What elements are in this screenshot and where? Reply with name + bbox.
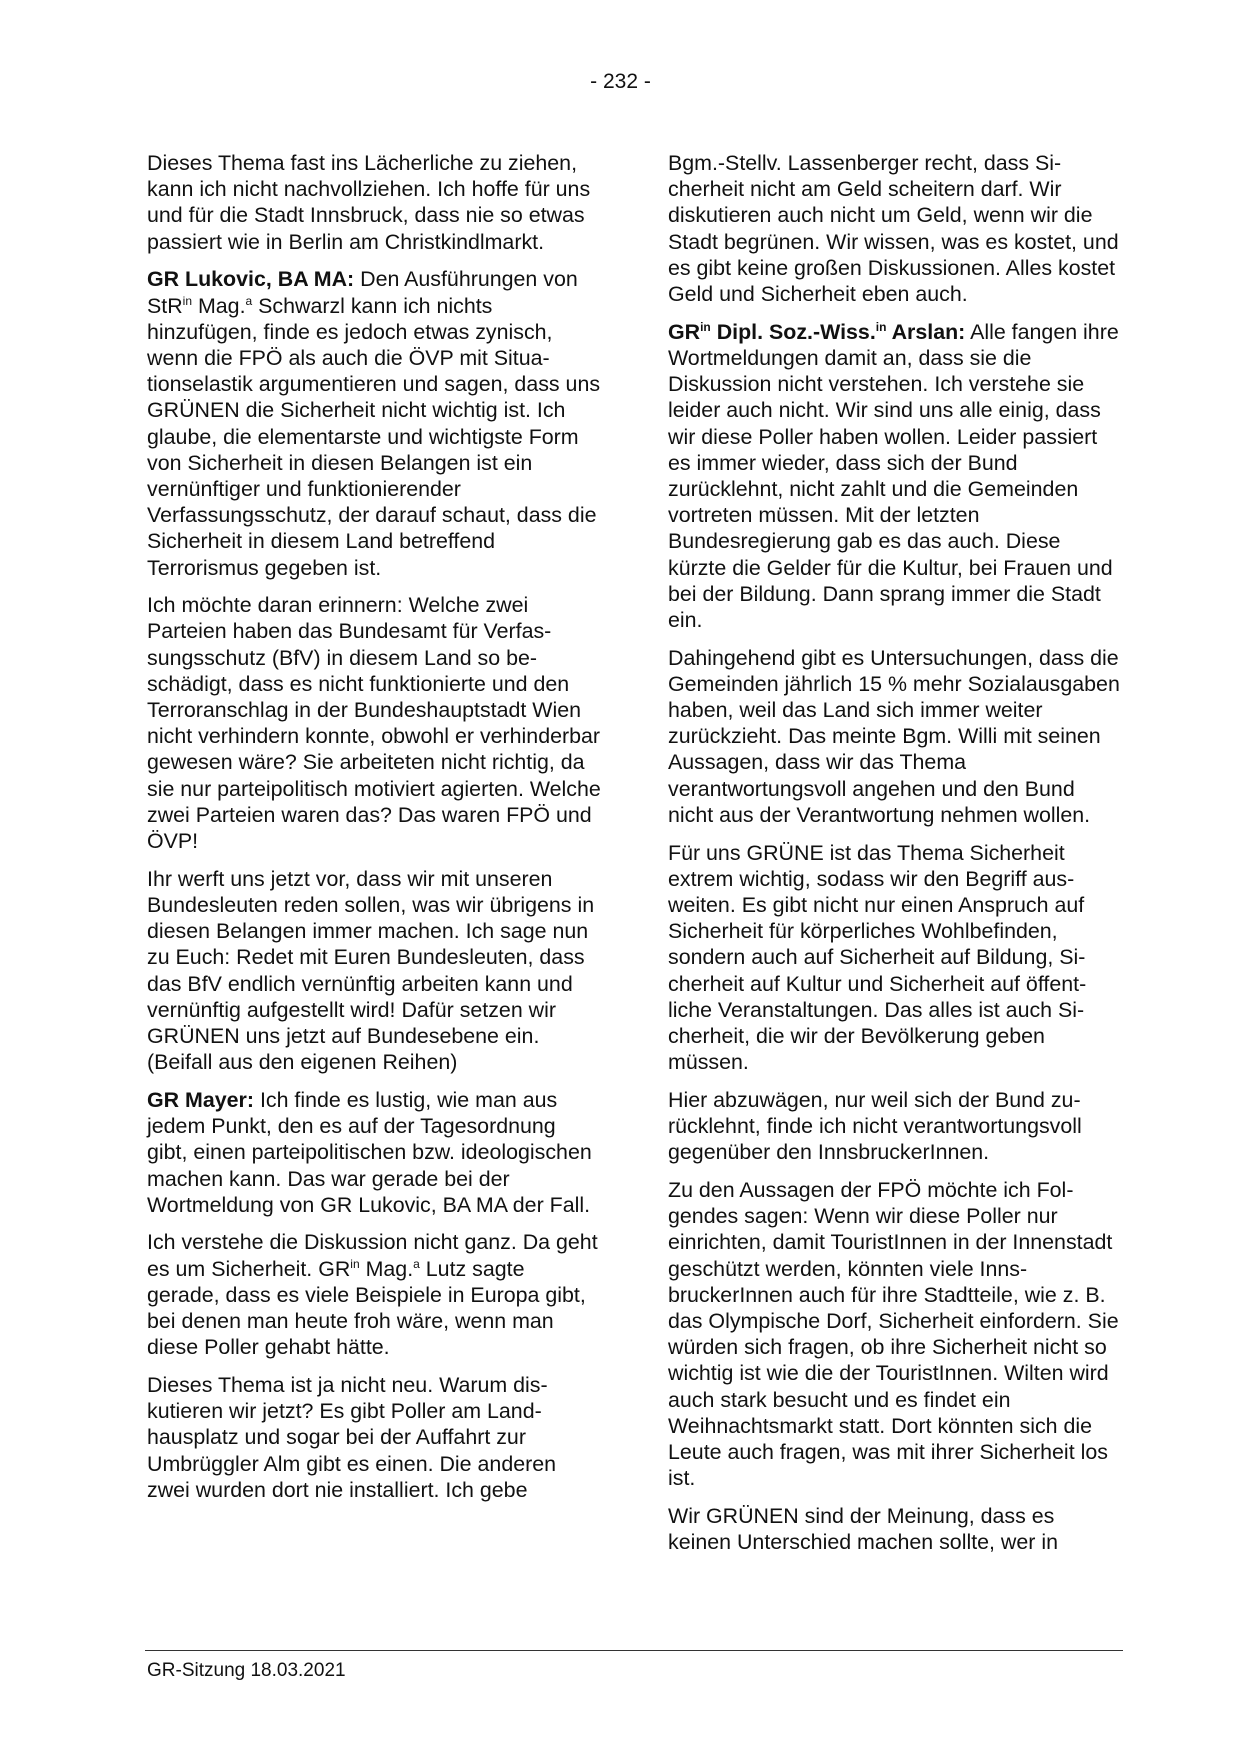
paragraph-text: Mag. — [192, 293, 246, 318]
footer-divider — [145, 1650, 1123, 1651]
paragraph: Ihr werft uns jetzt vor, dass wir mit unseren Bundesleuten reden sollen, was wir übrigens in diesen Belangen immer machen. Ich sage nun zu Euch: Redet mit Euren Bundesleuten, dass das BfV endlich vernünftig arbeiten kann und vernünftig aufgestellt wird! Dafür setzen wir GRÜNEN uns jetzt auf Bundesebene ein. (Beifall aus den eigenen Reihen) — [147, 866, 595, 1075]
superscript: a — [413, 1256, 420, 1271]
speaker-name-part: GR — [668, 319, 701, 344]
paragraph-text: Den Ausführungen von StR — [147, 267, 578, 318]
paragraph-lukovic — [147, 266, 602, 580]
paragraph: Bgm.-Stellv. Lassenberger recht, dass Sicherheit nicht am Geld scheitern darf. Wir diskutieren auch nicht um Geld, wenn wir die Stadt begrünen. Wir wissen, was es kostet, und es gibt keine großen Diskussionen. Alles kostet Geld und Sicherheit eben auch. — [668, 151, 1119, 307]
paragraph-text: Alle fangen ihre Wortmeldungen damit an, dass sie die Diskussion nicht verstehen. Ich verstehe sie leider auch nicht. Wir sind uns alle einig, dass wir diese Poller haben wollen. Leider passiert es immer wieder, dass sich der Bund zurücklehnt, nicht zahlt und die Gemeinden vortreten müssen. Mit der letzten Bundesregierung gab es das auch. Diese kürzte die Gelder für die Kultur, bei Frauen und bei der Bildung. Dann sprang immer die Stadt ein. — [668, 319, 1119, 632]
paragraph: Hier abzuwägen, nur weil sich der Bund zurücklehnt, finde ich nicht verantwortungsvoll gegenüber den InnsbruckerInnen. — [668, 1087, 1082, 1165]
page-number: - 232 - — [590, 70, 651, 93]
paragraph-text: Ich finde es lustig, wie man aus jedem Punkt, den es auf der Tagesordnung gibt, einen parteipolitischen bzw. ideologischen machen kann. Das war gerade bei der Wortmeldung von GR Lukovic, BA MA der Fall. — [147, 1087, 592, 1217]
paragraph: Dieses Thema ist ja nicht neu. Warum diskutieren wir jetzt? Es gibt Poller am Landhausplatz und sogar bei der Auffahrt zur Umbrüggler Alm gibt es einen. Die anderen zwei wurden dort nie installiert. Ich gebe — [147, 1372, 557, 1502]
paragraph — [147, 1229, 602, 1360]
paragraph: Ich möchte daran erinnern: Welche zwei Parteien haben das Bundesamt für Verfassungsschutz (BfV) in diesem Land so beschädigt, dass es nicht funktionierte und den Terroranschlag in der Bundeshauptstadt Wien nicht verhindern konnte, obwohl er verhinderbar gewesen wäre? Sie arbeiteten nicht richtig, da sie nur parteipolitisch motiviert agierten. Welche zwei Parteien waren das? Das waren FPÖ und ÖVP! — [147, 593, 601, 854]
superscript: in — [875, 319, 887, 334]
superscript: a — [245, 293, 253, 308]
superscript: in — [182, 293, 193, 308]
speaker-name-part: Arslan: — [886, 319, 966, 344]
paragraph: Für uns GRÜNE ist das Thema Sicherheit extrem wichtig, sodass wir den Begriff ausweiten. Es gibt nicht nur einen Anspruch auf Sicherheit für körperliches Wohlbefinden, sondern auch auf Sicherheit auf Bildung, Sicherheit auf Kultur und Sicherheit auf öffentliche Veranstaltungen. Das alles ist auch Sicherheit, die wir der Bevölkerung geben müssen. — [668, 840, 1087, 1075]
paragraph-text: Ich verstehe die Diskussion nicht ganz. Da geht es um Sicherheit. GR — [147, 1230, 598, 1281]
paragraph-text: Lutz sagte gerade, dass es viele Beispiele in Europa gibt, bei denen man heute froh wäre, wenn man diese Poller gehabt hätte. — [147, 1256, 586, 1360]
superscript: in — [700, 319, 711, 334]
paragraph: Wir GRÜNEN sind der Meinung, dass es keinen Unterschied machen sollte, wer in — [668, 1503, 1058, 1555]
speaker-name: GR Lukovic, BA MA: — [147, 267, 355, 292]
right-column — [668, 150, 1123, 1567]
left-column — [147, 150, 602, 1514]
paragraph-text: Mag. — [359, 1256, 414, 1281]
speaker-name-part: Dipl. Soz.-Wiss. — [710, 319, 876, 344]
speaker-name — [668, 320, 965, 344]
paragraph-arslan — [668, 319, 1123, 633]
paragraph-text: Schwarzl kann ich nichts hinzufügen, finde es jedoch etwas zynisch, wenn die FPÖ als auch die ÖVP mit Situationselastik argumentieren und sagen, dass uns GRÜNEN die Sicherheit nicht wichtig ist. Ich glaube, die elementarste und wichtigste Form von Sicherheit in diesen Belangen ist ein vernünftiger und funktionierender Verfassungsschutz, der darauf schaut, dass die Sicherheit in diesem Land betreffend Terrorismus gegeben ist. — [147, 293, 601, 580]
speaker-name: GR Mayer: — [147, 1087, 254, 1112]
paragraph-mayer — [147, 1087, 602, 1218]
superscript: in — [350, 1256, 360, 1271]
paragraph: Dahingehend gibt es Untersuchungen, dass die Gemeinden jährlich 15 % mehr Sozialausgaben haben, weil das Land sich immer weiter zurückzieht. Das meinte Bgm. Willi mit seinen Aussagen, dass wir das Thema verantwortungsvoll angehen und den Bund nicht aus der Verantwortung nehmen wollen. — [668, 645, 1120, 827]
paragraph: Dieses Thema fast ins Lächerliche zu ziehen, kann ich nicht nachvollziehen. Ich hoffe für uns und für die Stadt Innsbruck, dass nie so etwas passiert wie in Berlin am Christkindlmarkt. — [147, 151, 591, 254]
footer-session-date: GR-Sitzung 18.03.2021 — [147, 1660, 346, 1681]
paragraph: Zu den Aussagen der FPÖ möchte ich Folgendes sagen: Wenn wir diese Poller nur einrichten, damit TouristInnen in der Innenstadt geschützt werden, könnten viele InnsbruckerInnen auch für ihre Stadtteile, wie z. B. das Olympische Dorf, Sicherheit einfordern. Sie würden sich fragen, ob ihre Sicherheit nicht so wichtig ist wie die der TouristInnen. Wilten wird auch stark besucht und es findet ein Weihnachtsmarkt statt. Dort könnten sich die Leute auch fragen, was mit ihrer Sicherheit los ist. — [668, 1178, 1119, 1491]
